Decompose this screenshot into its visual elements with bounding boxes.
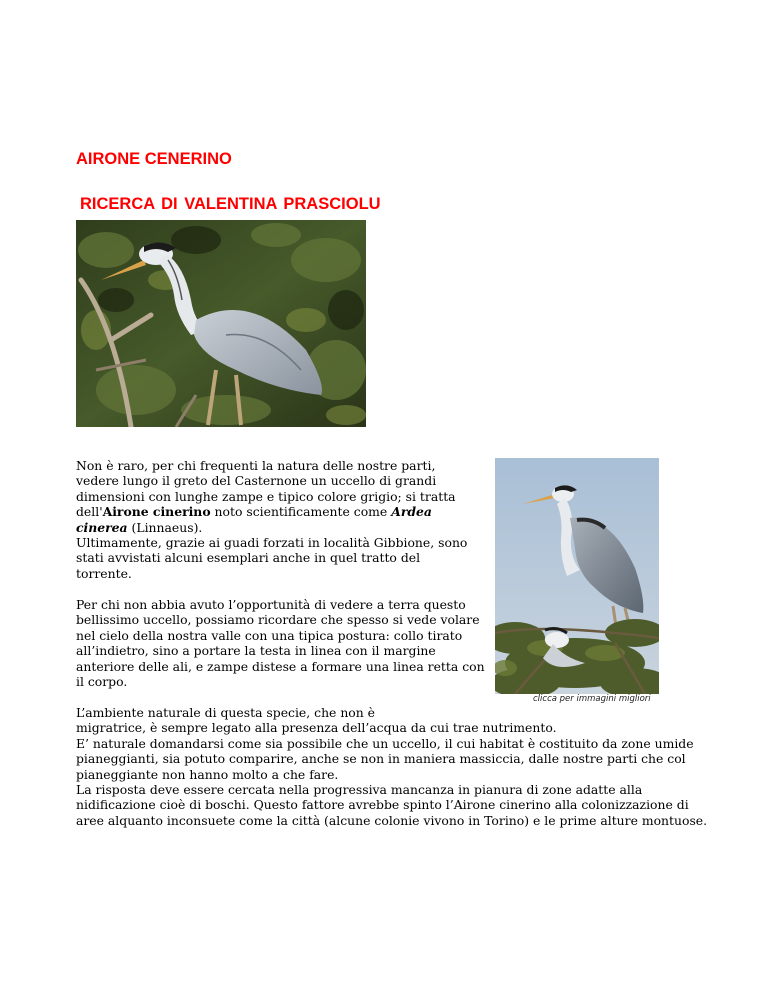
heron-perched-photo-link[interactable] <box>495 458 659 694</box>
image-caption-link[interactable]: clicca per immagini migliori <box>533 694 651 704</box>
heron-standing-photo <box>76 220 366 427</box>
flight-paragraph: Per chi non abbia avuto l’opportunità di vedere a terra questo bellissimo uccello, possiamo ricordare che spesso si vede volare nel cielo della nostra valle con una tipica postura: collo tirato all’indietro, sino a portare la testa in linea con il margine anteriore delle ali, e zampe distese a formare una linea retta con il corpo. <box>76 597 485 690</box>
common-name: Airone cinerino <box>102 504 211 520</box>
page-title: AIRONE CENERINO <box>76 150 232 168</box>
habitat-paragraph: L’ambiente naturale di questa specie, che non è migratrice, è sempre legato alla presenza dell’acqua da cui trae nutrimento. E’ naturale domandarsi come sia possibile che un uccello, il cui habitat è costituito da zone umide pianeggianti, sia potuto comparire, anche se non in maniera massiccia, dalle nostre parti che col pianeggiante non hanno molto a che fare. La risposta deve essere cercata nella progressiva mancanza in pianura di zone adatte alla nidificazione cioè di boschi. Questo fattore avrebbe spinto l’Airone cinerino alla colonizzazione di aree alquanto inconsuete come la città (alcune colonie vivono in Torino) e le prime alture montuose. <box>76 705 708 828</box>
scientific-name: Ardea cinerea <box>76 504 432 535</box>
author-subtitle: RICERCA DI VALENTINA PRASCIOLU <box>80 195 381 213</box>
intro-paragraph: Non è raro, per chi frequenti la natura delle nostre parti, vedere lungo il greto del Casternone un uccello di grandi dimensioni con lunghe zampe e tipico colore grigio; si tratta dell'Airone cinerino noto scientificamente come Ardea cinerea (Linnaeus). Ultimamente, grazie ai guadi forzati in località Gibbione, sono stati avvistati alcuni esemplari anche in quel tratto del torrente. <box>76 458 468 581</box>
